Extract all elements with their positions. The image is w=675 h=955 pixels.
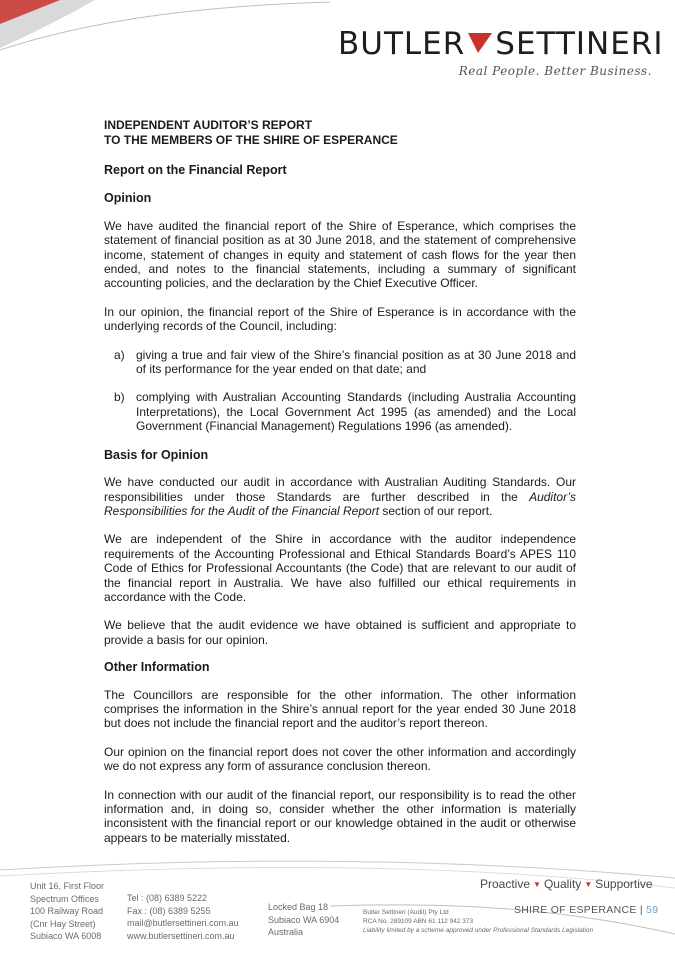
basis-text-part2: section of our report.: [379, 503, 493, 518]
document-name: SHIRE OF ESPERANCE: [514, 904, 637, 916]
basis-text-part1: We have conducted our audit in accordance with Australian Auditing Standards. Our responsibilities under those Standards are further described in the: [104, 475, 576, 504]
butler-settineri-logo: [330, 26, 664, 88]
address-line: (Cnr Hay Street): [30, 918, 96, 929]
basis-paragraph-1: [104, 475, 576, 518]
slogan-proactive: Proactive: [480, 877, 531, 891]
basis-paragraph-2: We are independent of the Shire in accordance with the auditor independence requirements of the Accounting Professional and Ethical Standards Board’s APES 110 Code of Ethics for Professional Accountants (the Code) that are relevant to our audit of the financial report in Australia. We have also fulfilled our ethical requirements in accordance with the Code.: [104, 532, 576, 604]
slogan-separator-icon: ▼: [584, 880, 593, 889]
list-item: [114, 348, 576, 377]
other-paragraph-2: Our opinion on the financial report does not cover the other information and accordingly we do not express any form of assurance conclusion thereon.: [104, 744, 576, 774]
basis-paragraph-3: We believe that the audit evidence we have obtained is sufficient and appropriate to provide a basis for our opinion.: [104, 618, 576, 647]
legal-liability: Liability limited by a scheme approved under Professional Standards Legislation: [363, 927, 594, 934]
other-paragraph-3: In connection with our audit of the financial report, our responsibility is to read the other information and, in doing so, consider whether the other information is materially inconsistent with the financial report or our knowledge obtained in the audit or otherwise appears to be materially misstated.: [104, 787, 576, 845]
logo-flag-icon: [466, 31, 494, 55]
report-title-line1: INDEPENDENT AUDITOR’S REPORT: [104, 118, 313, 132]
logo-right-word: SETTINERI: [495, 26, 664, 62]
other-paragraph-1: The Councillors are responsible for the other information. The other information comprises the information in the Shire’s annual report for the year ended 30 June 2018 but does not include the financial report and the auditor’s report thereon.: [104, 687, 576, 731]
opinion-list: [104, 348, 576, 434]
address-line: Spectrum Offices: [30, 893, 99, 904]
contact-website-link[interactable]: www.butlersettineri.com.au: [127, 930, 235, 941]
contact-phone: Tel : (08) 6389 5222: [127, 893, 208, 903]
address-line: 100 Railway Road: [30, 906, 104, 916]
logo-left-word: BUTLER: [338, 26, 466, 62]
list-marker: b): [114, 390, 125, 405]
postal-line: Subiaco WA 6904: [268, 914, 340, 925]
heading-opinion: Opinion: [104, 191, 152, 206]
legal-company: Butler Settineri (Audit) Pty Ltd: [363, 909, 449, 916]
corner-swoosh-decoration: [0, 0, 330, 60]
contact-email-link[interactable]: mail@butlersettineri.com.au: [127, 918, 239, 928]
opinion-paragraph-1: We have audited the financial report of the Shire of Esperance, which comprises the statement of financial position as at 30 June 2018, and the statement of comprehensive income, statement of changes in equity and statement of cash flows for the year then ended, and notes to the financial statements, including a summary of significant accounting policies, and the declaration by the Chief Executive Officer.: [104, 218, 576, 291]
report-body: [104, 118, 576, 845]
heading-other-information: Other Information: [104, 660, 210, 675]
contact-fax: Fax : (08) 6389 5255: [127, 905, 211, 916]
footer-contact: [127, 892, 239, 942]
address-line: Unit 16, First Floor: [30, 881, 105, 891]
opinion-paragraph-2: In our opinion, the financial report of the Shire of Esperance is in accordance with the underlying records of the Council, including:: [104, 304, 576, 334]
list-text: giving a true and fair view of the Shire’s financial position as at 30 June 2018 and of its performance for the year ended on that date; and: [136, 347, 576, 377]
postal-line: Locked Bag 18: [268, 902, 329, 912]
footer-address: [30, 880, 104, 943]
section-financial-report: Report on the Financial Report: [104, 163, 287, 177]
heading-basis-for-opinion: Basis for Opinion: [104, 447, 209, 462]
report-title-line2: TO THE MEMBERS OF THE SHIRE OF ESPERANCE: [104, 132, 398, 147]
list-item: [114, 390, 576, 433]
footer-slogan: [480, 877, 653, 891]
basis-text-italic: Auditor’s Responsibilities for the Audit of the Financial Report: [104, 489, 576, 518]
postal-line: Australia: [268, 927, 304, 937]
list-text: complying with Australian Accounting Standards (including Australia Accounting Interpretations), the Local Government Act 1995 (as amended) and the Local Government (Financial Management) Regulations 1996 (as amended).: [136, 390, 576, 434]
logo-tagline: Real People. Better Business.: [458, 64, 652, 78]
slogan-quality: Quality: [543, 877, 582, 891]
footer-document-name: SHIRE OF ESPERANCE | 59: [514, 904, 659, 916]
legal-registration: RCA No. 289109 ABN 61 112 942 373: [363, 918, 474, 925]
list-marker: a): [114, 347, 125, 362]
slogan-separator-icon: ▼: [533, 880, 541, 889]
footer-postal: [268, 901, 339, 939]
page-number: 59: [646, 904, 659, 916]
slogan-supportive: Supportive: [595, 877, 653, 891]
address-line: Subiaco WA 6008: [30, 931, 102, 941]
